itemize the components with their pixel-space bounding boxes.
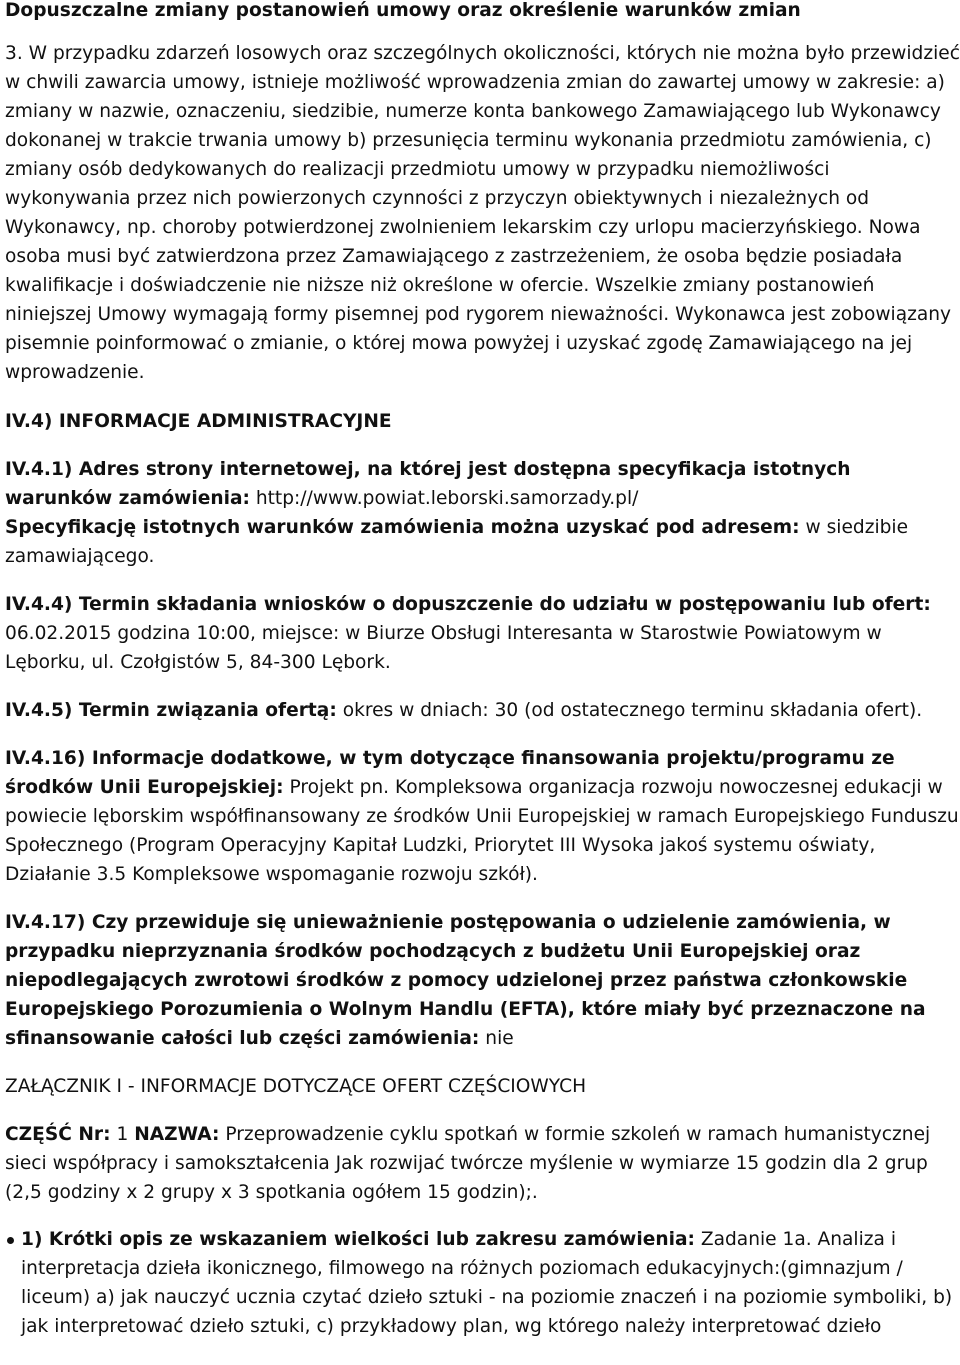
iv41-label: IV.4.1) Adres strony internetowej, na której jest dostępna specyfikacja istotnych warunków zamówienia:: [5, 459, 851, 509]
iv44-block: [5, 590, 960, 677]
iv416-value: Projekt pn. Kompleksowa organizacja rozwoju nowoczesnej edukacji w powiecie lęborskim współfinansowany ze środków Unii Europejskiej w ramach Europejskiego Funduszu Społecznego (Program Operacyjny Kapitał Ludzki, Priorytet III Wysoka jakoś systemu oświaty, Działanie 3.5 Kompleksowe wspomaganie rozwoju szkół).: [5, 777, 959, 885]
bullet1-label: 1) Krótki opis ze wskazaniem wielkości lub zakresu zamówienia:: [21, 1229, 695, 1250]
iv416-block: [5, 744, 960, 889]
list-item: [21, 1225, 960, 1341]
annex-title: ZAŁĄCZNIK I - INFORMACJE DOTYCZĄCE OFERT CZĘŚCIOWYCH: [5, 1076, 587, 1097]
iv44-line: [5, 590, 960, 677]
iv45-label: IV.4.5) Termin związania ofertą:: [5, 700, 337, 721]
iv417-line: [5, 908, 960, 1053]
part-number: 1: [116, 1124, 129, 1145]
part-block: [5, 1120, 960, 1207]
iv416-label: IV.4.16) Informacje dodatkowe, w tym dotyczące finansowania projektu/programu ze środków Unii Europejskiej:: [5, 748, 895, 798]
iv41-label2: Specyfikację istotnych warunków zamówienia można uzyskać pod adresem:: [5, 517, 800, 538]
iv41-value2: w siedzibie zamawiającego.: [5, 517, 909, 567]
part-name-value: Przeprowadzenie cyklu spotkań w formie szkoleń w ramach humanistycznej sieci współpracy i samokształcenia Jak rozwijać twórcze myślenie w wymiarze 15 godzin dla 2 grup (2,5 godziny x 2 grupy x 3 spotkania ogółem 15 godzin);.: [5, 1124, 931, 1203]
iv44-label: IV.4.4) Termin składania wniosków o dopuszczenie do udziału w postępowaniu lub ofert:: [5, 594, 931, 615]
iv41-block: [5, 455, 960, 571]
iv41-url: http://www.powiat.leborski.samorzady.pl/: [255, 488, 639, 509]
part-line: [5, 1120, 960, 1207]
bullet-dot-icon: [7, 1237, 14, 1244]
section-iv4-title: IV.4) INFORMACJE ADMINISTRACYJNE: [5, 411, 392, 432]
iv41-line: [5, 455, 960, 513]
bullet1-value: Zadanie 1a. Analiza i interpretacja dzieła ikonicznego, filmowego na różnych poziomach edukacyjnych:(gimnazjum / liceum) a) jak nauczyć ucznia czytać dzieło sztuki - na poziomie znaczeń i na poziomie symboliki, b) jak interpretować dzieło sztuki, c) przykładowy plan, wg którego należy interpretować dzieło: [21, 1229, 953, 1337]
iv41-line2: [5, 513, 960, 571]
iv45-block: [5, 696, 960, 725]
iv45-line: [5, 696, 960, 725]
iv417-block: [5, 908, 960, 1053]
detail-list: [5, 1225, 960, 1341]
part-label: CZĘŚĆ Nr:: [5, 1124, 111, 1145]
part-name-label: NAZWA:: [134, 1124, 220, 1145]
iv417-value: nie: [485, 1028, 514, 1049]
iv417-label: IV.4.17) Czy przewiduje się unieważnienie postępowania o udzielenie zamówienia, w przypadku nieprzyznania środków pochodzących z budżetu Unii Europejskiej oraz niepodlegających zwrotowi środków z pomocy udzielonej przez państwa członkowskie Europejskiego Porozumienia o Wolnym Handlu (EFTA), które miały być przeznaczone na sfinansowanie całości lub części zamówienia:: [5, 912, 926, 1049]
iv44-value: 06.02.2015 godzina 10:00, miejsce: w Biurze Obsługi Interesanta w Starostwie Powiatowym w Lęborku, ul. Czołgistów 5, 84-300 Lębork.: [5, 623, 882, 673]
iv45-value: okres w dniach: 30 (od ostatecznego terminu składania ofert).: [342, 700, 923, 721]
paragraph-3: 3. W przypadku zdarzeń losowych oraz szczególnych okoliczności, których nie można było przewidzieć w chwili zawarcia umowy, istnieje możliwość wprowadzenia zmian do zawartej umowy w zakresie: a) zmiany w nazwie, oznaczeniu, siedzibie, numerze konta bankowego Zamawiającego lub Wykonawcy dokonanej w trakcie trwania umowy b) przesunięcia terminu wykonania przedmiotu zamówienia, c) zmiany osób dedykowanych do realizacji przedmiotu umowy w przypadku niemożliwości wykonywania przez nich powierzonych czynności z przyczyn obiektywnych i niezależnych od Wykonawcy, np. choroby potwierdzonej zwolnieniem lekarskim czy urlopu macierzyńskiego. Nowa osoba musi być zatwierdzona przez Zamawiającego z zastrzeżeniem, że osoba będzie posiadała kwalifikacje i doświadczenie nie niższe niż określone w ofercie. Wszelkie zmiany postanowień niniejszej Umowy wymagają formy pisemnej pod rygorem nieważności. Wykonawca jest zobowiązany pisemnie poinformować o zmianie, o której mowa powyżej i uzyskać zgodę Zamawiającego na jej wprowadzenie.: [5, 43, 960, 383]
iv416-line: [5, 744, 960, 889]
section-heading: Dopuszczalne zmiany postanowień umowy oraz określenie warunków zmian: [5, 0, 801, 21]
